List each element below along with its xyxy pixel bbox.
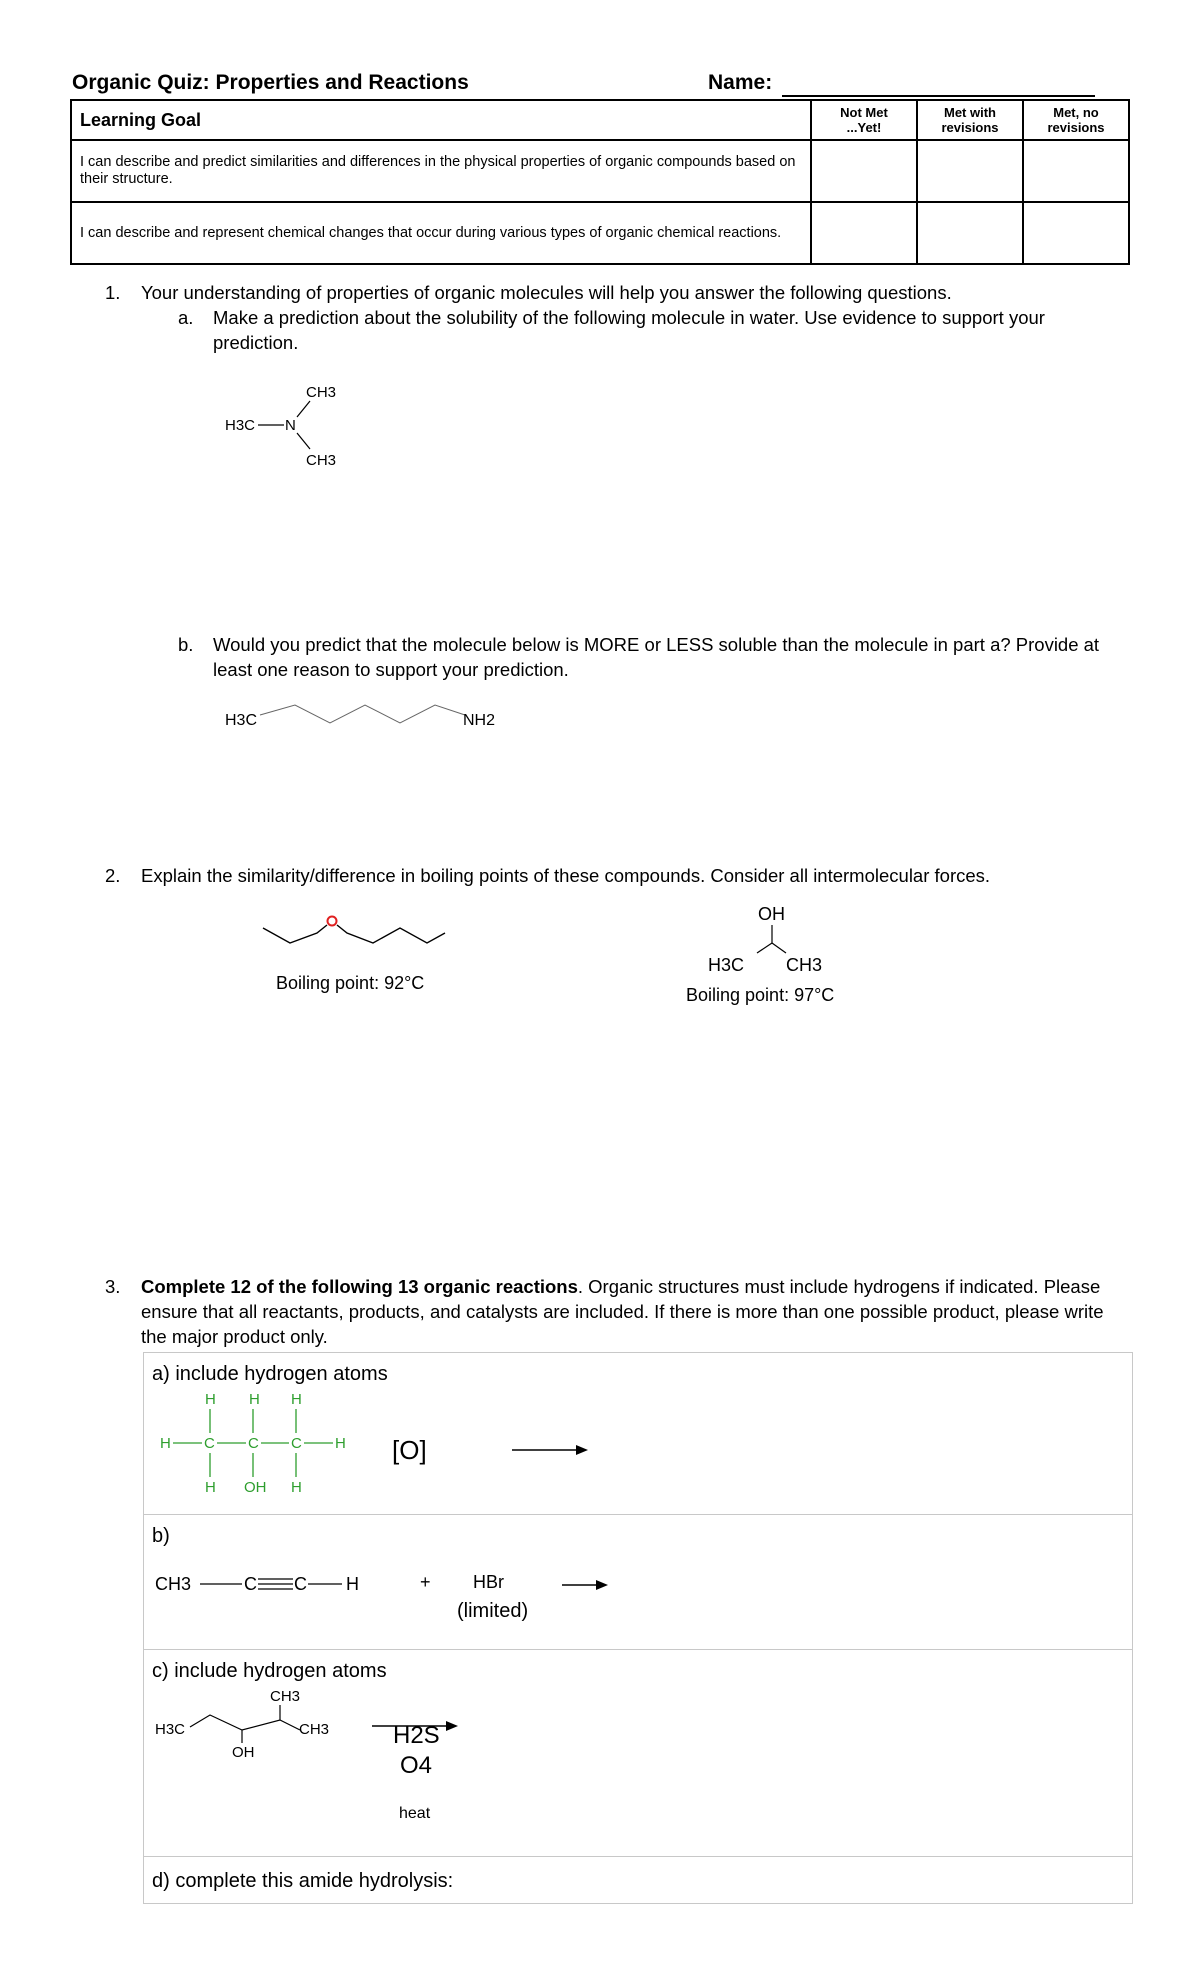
methyl-label: H3C — [708, 955, 745, 975]
table-row — [71, 202, 1129, 264]
q3-text — [141, 1274, 1131, 1349]
goal-text: I can describe and represent chemical changes that occur during various types of organic chemical reactions. — [71, 202, 811, 264]
carbon-label: C — [244, 1574, 257, 1594]
name-field[interactable] — [782, 95, 1095, 97]
hydrogen-label: H — [249, 1391, 260, 1408]
oxygen-atom — [328, 917, 337, 926]
methyl-label: CH3 — [270, 1688, 301, 1705]
hydrogen-label: H — [160, 1435, 171, 1452]
ether-structure — [255, 905, 455, 955]
reaction-b-plus: + — [420, 1572, 431, 1592]
methyl-label: CH3 — [786, 955, 823, 975]
quiz-title: Organic Quiz: Properties and Reactions — [72, 71, 469, 94]
met-with-revisions-header: Met with revisions — [917, 100, 1023, 140]
checkbox-cell[interactable] — [917, 202, 1023, 264]
q1a-label: a. — [178, 307, 194, 328]
carbon-label: C — [204, 1435, 215, 1452]
q3-number: 3. — [105, 1276, 121, 1297]
ether-boiling-point: Boiling point: 92°C — [276, 973, 425, 993]
q3-bold-text: Complete 12 of the following 13 organic reactions — [141, 1276, 578, 1297]
hydrogen-label: H — [291, 1479, 302, 1496]
checkbox-cell[interactable] — [811, 202, 917, 264]
checkbox-cell[interactable] — [811, 140, 917, 202]
propyne-structure — [150, 1565, 380, 1600]
nitrogen-label: N — [285, 417, 296, 434]
isopropanol-structure — [700, 898, 850, 978]
name-label: Name: — [708, 71, 773, 94]
q1-number: 1. — [105, 282, 121, 303]
methyl-label: H3C — [155, 1721, 186, 1738]
carbon-label: C — [248, 1435, 259, 1452]
q2-number: 2. — [105, 865, 121, 886]
hydrogen-label: H — [346, 1574, 359, 1594]
hydroxyl-label: OH — [758, 904, 785, 924]
alcohol-structure — [152, 1685, 352, 1765]
methyl-label: CH3 — [299, 1721, 330, 1738]
hydrogen-label: H — [291, 1391, 302, 1408]
methyl-label: CH3 — [306, 384, 337, 401]
methyl-label: H3C — [225, 417, 256, 434]
met-no-revisions-header: Met, no revisions — [1023, 100, 1129, 140]
checkbox-cell[interactable] — [1023, 140, 1129, 202]
q1a-text: Make a prediction about the solubility of the following molecule in water. Use evidence to support your prediction. — [213, 307, 1045, 353]
q1b-label: b. — [178, 634, 194, 655]
hydroxyl-label: OH — [232, 1744, 255, 1761]
not-met-header: Not Met ...Yet! — [811, 100, 917, 140]
reaction-a-arrow — [510, 1440, 590, 1460]
trimethylamine-structure — [215, 375, 355, 475]
hydrogen-label: H — [335, 1435, 346, 1452]
learning-goal-header: Learning Goal — [71, 100, 811, 140]
checkbox-cell[interactable] — [1023, 202, 1129, 264]
reaction-c-label: c) include hydrogen atoms — [152, 1660, 387, 1682]
isopropanol-boiling-point: Boiling point: 97°C — [686, 985, 835, 1005]
carbon-label: C — [294, 1574, 307, 1594]
reaction-a-label: a) include hydrogen atoms — [152, 1363, 388, 1385]
hexylamine-structure — [220, 695, 520, 745]
table-row — [71, 140, 1129, 202]
methyl-label: CH3 — [155, 1574, 192, 1594]
carbon-label: C — [291, 1435, 302, 1452]
propanol-structure — [152, 1388, 362, 1503]
q1b-text: Would you predict that the molecule below is MORE or LESS soluble than the molecule in part a? Provide at least one reason to support your prediction. — [213, 634, 1100, 680]
reaction-c-heat: heat — [399, 1805, 431, 1822]
learning-goals-table — [70, 99, 1130, 265]
reaction-c-catalyst-top: H2S — [393, 1722, 440, 1749]
reaction-c-catalyst-bottom: O4 — [400, 1752, 433, 1779]
reaction-b-label: b) — [152, 1525, 170, 1547]
reaction-a-reagent: [O] — [392, 1435, 427, 1465]
hydrogen-label: H — [205, 1479, 216, 1496]
q1-text: Your understanding of properties of organic molecules will help you answer the following questions. — [141, 282, 952, 303]
methyl-label: H3C — [225, 712, 258, 729]
reaction-b-arrow — [560, 1575, 610, 1595]
reaction-b-note: (limited) — [457, 1600, 529, 1622]
q2-text: Explain the similarity/difference in boiling points of these compounds. Consider all intermolecular forces. — [141, 865, 991, 886]
q3-body-text: . Organic structures must include hydrogens if indicated. Please ensure that all reactants, products, and catalysts are included. If there is more than one possible product, please write the major product only. — [141, 1276, 1104, 1347]
goal-text: I can describe and predict similarities and differences in the physical properties of organic compounds based on their structure. — [71, 140, 811, 202]
hydrogen-label: H — [205, 1391, 216, 1408]
reaction-b-reagent: HBr — [473, 1572, 504, 1592]
hydroxyl-label: OH — [244, 1479, 267, 1496]
reaction-d-label: d) complete this amide hydrolysis: — [152, 1870, 454, 1892]
checkbox-cell[interactable] — [917, 140, 1023, 202]
methyl-label: CH3 — [306, 452, 337, 469]
amine-label: NH2 — [463, 712, 496, 729]
